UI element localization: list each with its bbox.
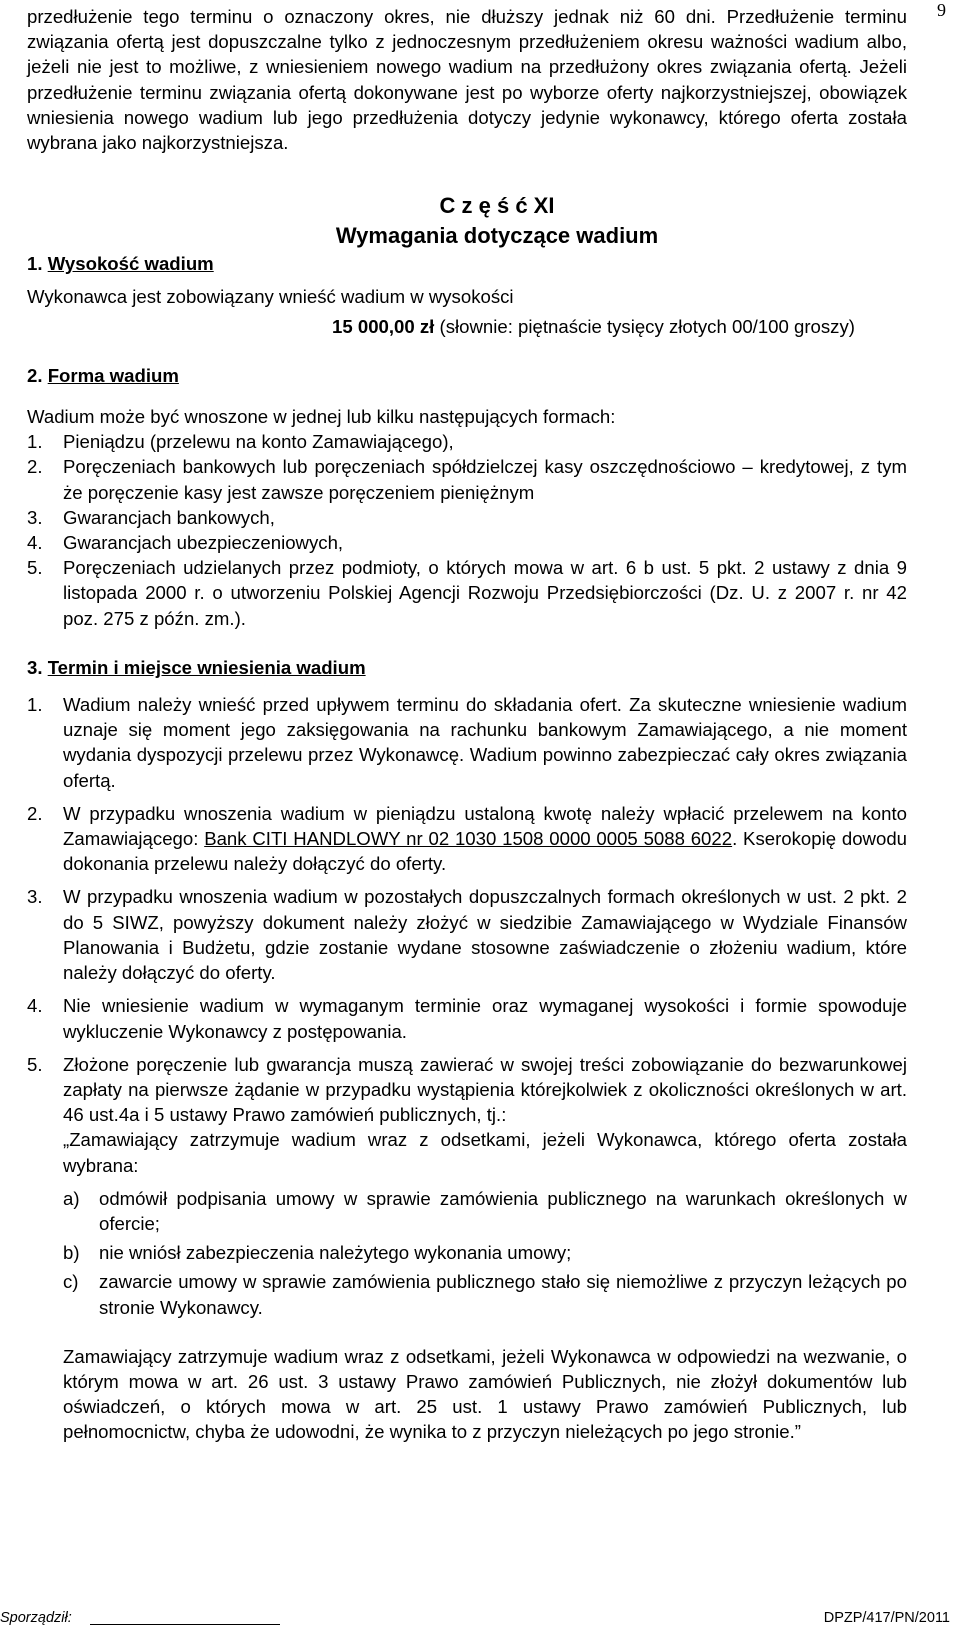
page-footer: [0, 1606, 960, 1631]
section3-heading: [27, 655, 907, 680]
sub-list-item: a) odmówił podpisania umowy w sprawie zamówienia publicznego na warunkach określonych w ofercie;: [63, 1187, 907, 1234]
part-subtitle: Wymagania dotyczące wadium: [335, 223, 659, 249]
section3-title: Termin i miejsce wniesienia wadium: [47, 656, 366, 678]
section2-number: 2.: [27, 364, 43, 386]
page-number: 9: [937, 0, 946, 20]
closing-paragraph: Zamawiający zatrzymuje wadium wraz z odsetkami, jeżeli Wykonawca w odpowiedzi na wezwanie, o którym mowa w art. 26 ust. 3 ustawy Prawo zamówień Publicznych, nie złożył dokumentów lub oświadczeń, o których mowa w art. 25 ust. 1 ustawy Prawo zamówień Publicznych, lub pełnomocnictw, chyba że udowodni, że wynika to z przyczyn nieleżących po jego stronie.”: [63, 1345, 907, 1443]
list-item: 5. Poręczeniach udzielanych przez podmioty, o których mowa w art. 6 b ust. 5 pkt. 2 ustawy z dnia 9 listopada 2000 r. o utworzeniu Polskiej Agencji Rozwoju Przedsiębiorczości (Dz. U. z 2007 r. nr 42 poz. 275 z późn. zm.).: [27, 557, 907, 629]
list-item: 4. Nie wniesienie wadium w wymaganym terminie oraz wymaganej wysokości i formie spowoduje wykluczenie Wykonawcy z postępowania.: [27, 995, 907, 1042]
list-item: 4. Gwarancjach ubezpieczeniowych,: [27, 532, 344, 554]
section3-number: 3.: [27, 656, 43, 678]
page-content: [27, 4, 907, 1445]
section2-intro: Wadium może być wnoszone w jednej lub kilku następujących formach:: [27, 406, 616, 428]
section1-title: Wysokość wadium: [47, 253, 214, 275]
section1-text: Wykonawca jest zobowiązany wnieść wadium w wysokości: [27, 286, 514, 308]
document-code: DPZP/417/PN/2011: [823, 1610, 950, 1626]
sub-list: [27, 1186, 907, 1320]
sub-list-item: c) zawarcie umowy w sprawie zamówienia publicznego stało się niemożliwe z przyczyn leżących po stronie Wykonawcy.: [63, 1271, 907, 1318]
prepared-by-label: Sporządził:: [0, 1610, 72, 1626]
part-title: C z ę ś ć XI: [439, 193, 555, 219]
section1-number: 1.: [27, 253, 43, 275]
section1-amount-line: [27, 314, 907, 339]
section2-heading: [27, 363, 907, 388]
list-item: 1. Pieniądzu (przelewu na konto Zamawiającego),: [27, 431, 454, 453]
signature-line: [90, 1624, 280, 1625]
list-item: 1. Wadium należy wnieść przed upływem terminu do składania ofert. Za skuteczne wniesienie wadium uznaje się moment jego zaksięgowania na rachunku bankowym Zamawiającego, a nie moment wydania dyspozycji przelewu przez Wykonawcę. Wadium powinno zabezpieczać cały okres związania ofertą.: [27, 694, 907, 791]
sub-list-item: b) nie wniósł zabezpieczenia należytego wykonania umowy;: [63, 1242, 572, 1264]
section2-title: Forma wadium: [47, 364, 179, 386]
list-item: 3. Gwarancjach bankowych,: [27, 506, 275, 528]
section1-heading: [27, 251, 907, 276]
intro-paragraph: przedłużenie tego terminu o oznaczony okres, nie dłuższy jednak niż 60 dni. Przedłużenie terminu związania ofertą jest dopuszczalne tylko z jednoczesnym przedłużeniem okresu ważności wadium albo, jeżeli nie jest to możliwe, z wniesieniem nowego wadium na przedłużony okres związania ofertą. Jeżeli przedłużenie terminu związania ofertą dokonywane jest po wyborze oferty najkorzystniejszej, obowiązek wniesienia nowego wadium lub jego przedłużenia dotyczy jedynie wykonawcy, którego oferta została wybrana jako najkorzystniejsza.: [27, 6, 907, 154]
quote-intro: „Zamawiający zatrzymuje wadium wraz z odsetkami, jeżeli Wykonawca, którego oferta została wybrana:: [63, 1129, 907, 1176]
list-item: 5. Złożone poręczenie lub gwarancja muszą zawierać w swojej treści zobowiązanie do bezwarunkowej zapłaty na pierwsze żądanie w przypadku wystąpienia którejkolwiek z okoliczności określonych w art. 46 ust.4a i 5 ustawy Prawo zamówień publicznych, tj.:: [27, 1053, 907, 1126]
wadium-amount: 15 000,00 zł: [332, 315, 435, 337]
list-item: 2. Poręczeniach bankowych lub poręczeniach spółdzielczej kasy oszczędnościowo – kredytowej, z tym że poręczenie kasy jest zawsze poręczeniem pieniężnym: [27, 456, 907, 503]
wadium-amount-words: (słownie: piętnaście tysięcy złotych 00/100 groszy): [434, 315, 855, 337]
list-item: 2. W przypadku wnoszenia wadium w pieniądzu ustaloną kwotę należy wpłacić przelewem na konto Zamawiającego: Bank CITI HANDLOWY nr 02 1030 1508 0000 0005 5088 6022. Kserokopię dowodu dokonania przelewu należy dołączyć do oferty.: [27, 802, 907, 875]
list-item: 3. W przypadku wnoszenia wadium w pozostałych dopuszczalnych formach określonych w ust. 2 pkt. 2 do 5 SIWZ, powyższy dokument należy złożyć w siedzibie Zamawiającego w Wydziale Finansów Planowania i Budżetu, gdzie zostanie wydane stosowne zaświadczenie o złożeniu wadium, które należy dołączyć do oferty.: [27, 886, 907, 984]
bank-account: Bank CITI HANDLOWY nr 02 1030 1508 0000 0005 5088 6022: [204, 828, 733, 850]
